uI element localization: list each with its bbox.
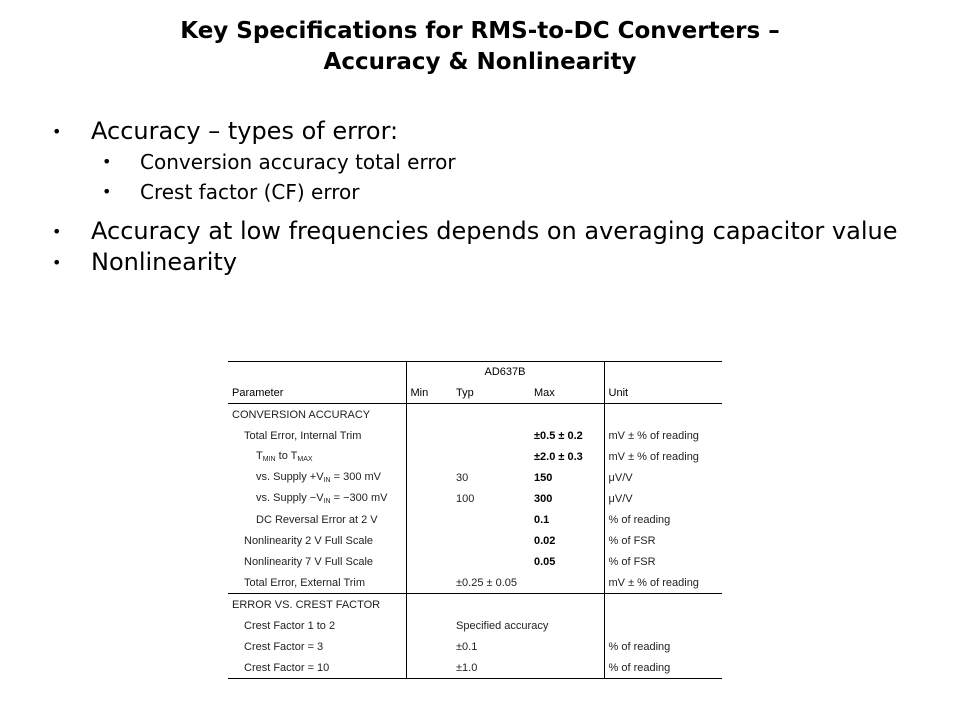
typ-cell: 30 (456, 471, 469, 484)
max-cell: ±2.0 ± 0.3 (534, 450, 583, 463)
spec-table (228, 361, 722, 679)
slide-title-line-1: Key Specifications for RMS-to-DC Converters – (180, 18, 780, 44)
table-row (228, 572, 722, 594)
table-row (228, 615, 722, 636)
bullet-accuracy-types (52, 116, 932, 147)
unit-cell: mV ± % of reading (604, 572, 722, 594)
table-row (228, 530, 722, 551)
bullet-nonlinearity (52, 247, 932, 278)
param-cell: Total Error, External Trim (244, 576, 366, 589)
typ-cell: ±0.1 (456, 640, 478, 653)
typ-cell (452, 509, 530, 530)
unit-cell: % of FSR (604, 551, 722, 572)
unit-cell: % of reading (604, 657, 722, 679)
bullet-low-frequency-accuracy (52, 216, 932, 247)
param-cell: Crest Factor = 3 (244, 640, 324, 653)
param-cell: Nonlinearity 2 V Full Scale (244, 534, 374, 547)
max-cell: ±0.5 ± 0.2 (534, 429, 583, 442)
slide-title (0, 16, 960, 78)
typ-cell (452, 425, 530, 446)
table-row (228, 488, 722, 509)
max-cell: 0.02 (534, 534, 556, 547)
section-conversion-accuracy: CONVERSION ACCURACY (228, 404, 406, 426)
header-parameter: Parameter (232, 386, 284, 399)
bullet-dot: • (52, 122, 62, 141)
typ-cell: ±0.25 ± 0.05 (456, 576, 518, 589)
bullet-text: Accuracy – types of error: (91, 117, 399, 145)
max-cell: 0.05 (534, 555, 556, 568)
sub-bullet-conversion-accuracy (52, 147, 932, 177)
param-cell: Crest Factor 1 to 2 (244, 619, 336, 632)
bullet-dot: • (102, 152, 112, 171)
param-cell: Nonlinearity 7 V Full Scale (244, 555, 374, 568)
bullet-text: Accuracy at low frequencies depends on averaging capacitor value (91, 217, 898, 245)
param-cell: $T_{MIN}$ to $T_{MAX}$ (256, 450, 313, 463)
slide-title-line-2: Accuracy & Nonlinearity (323, 49, 637, 75)
table-row (228, 425, 722, 446)
unit-cell (604, 615, 722, 636)
unit-cell: μV/V (604, 467, 722, 488)
sub-bullet-crest-factor-error (52, 177, 932, 207)
header-typ: Typ (456, 386, 474, 399)
typ-cell: 100 (456, 492, 475, 505)
bullet-dot: • (52, 222, 62, 241)
header-min: Min (406, 382, 452, 404)
header-max: Max (534, 386, 555, 399)
bullet-dot: • (52, 253, 62, 272)
typ-cell (452, 530, 530, 551)
section-error-vs-crest-factor: ERROR VS. CREST FACTOR (228, 594, 406, 616)
max-cell: 300 (534, 492, 553, 505)
table-row (228, 467, 722, 488)
param-cell: Crest Factor = 10 (228, 657, 406, 679)
device-name: AD637B (406, 362, 604, 383)
param-cell: vs. Supply $+V_{IN} = 300$ mV (256, 471, 382, 484)
param-cell: DC Reversal Error at 2 V (256, 513, 378, 526)
table-row (228, 551, 722, 572)
typ-cell (452, 446, 530, 467)
table-row (228, 657, 722, 679)
table-row (228, 636, 722, 657)
typ-cell (452, 551, 530, 572)
bullet-text: Conversion accuracy total error (140, 150, 456, 174)
bullet-dot: • (102, 182, 112, 201)
max-cell: 0.1 (534, 513, 550, 526)
unit-cell: % of reading (604, 509, 722, 530)
bullet-text: Crest factor (CF) error (140, 180, 360, 204)
bullet-text: Nonlinearity (91, 248, 238, 276)
bullet-list (52, 116, 932, 278)
header-unit: Unit (604, 382, 722, 404)
param-cell: Total Error, Internal Trim (244, 429, 362, 442)
unit-cell: μV/V (604, 488, 722, 509)
unit-cell: % of FSR (604, 530, 722, 551)
unit-cell: % of reading (604, 636, 722, 657)
table-row (228, 446, 722, 467)
table-row (228, 509, 722, 530)
unit-cell: mV ± % of reading (604, 446, 722, 467)
param-cell: vs. Supply $-V_{IN} = -300$ mV (256, 492, 388, 505)
max-cell: 150 (534, 471, 553, 484)
unit-cell: mV ± % of reading (604, 425, 722, 446)
typ-cell: ±1.0 (452, 657, 604, 679)
typ-cell: Specified accuracy (456, 619, 549, 632)
